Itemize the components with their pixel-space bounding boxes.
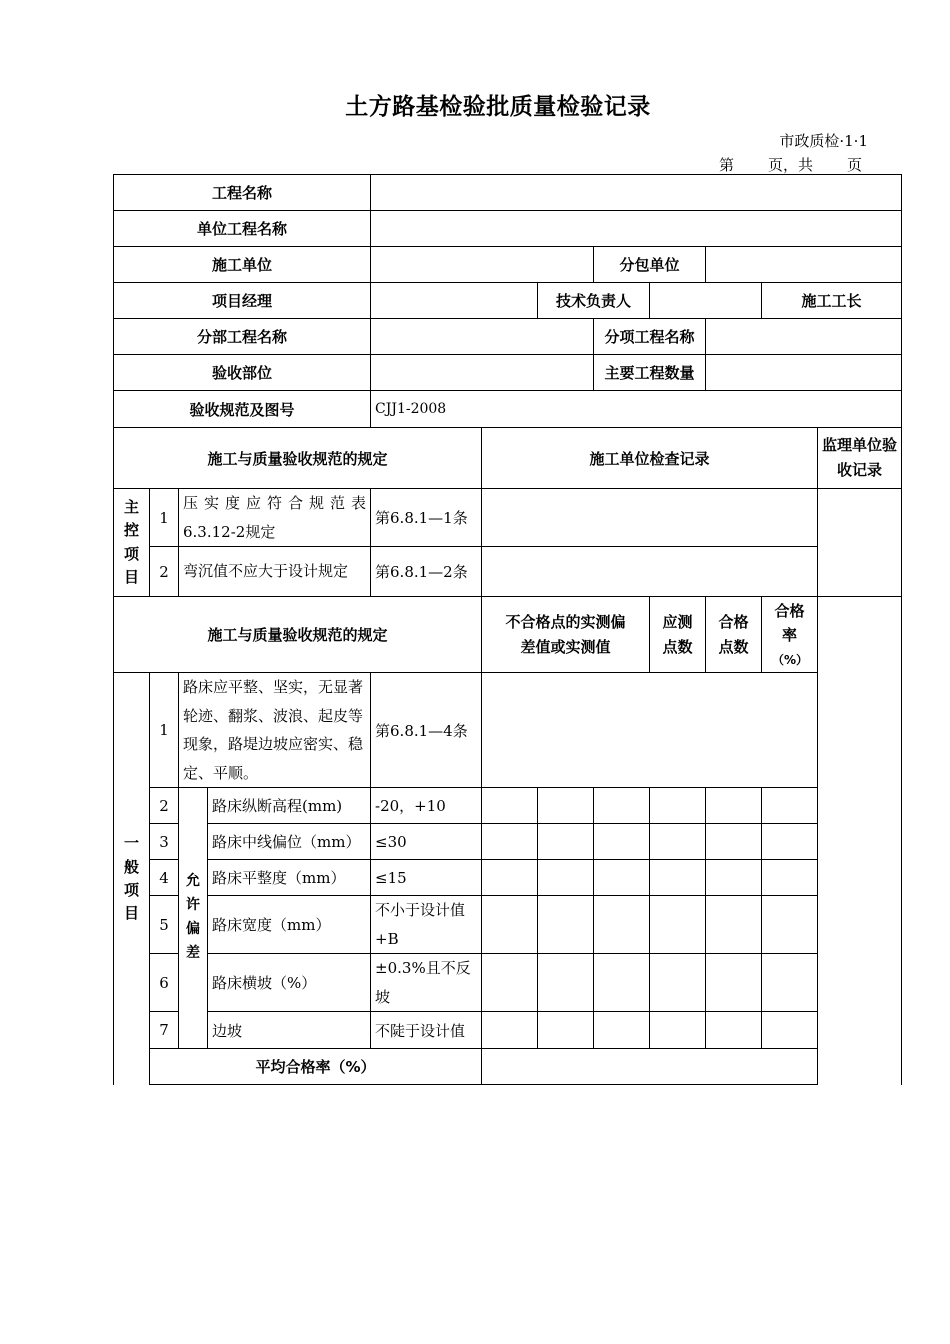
general-item-4-name: 路床平整度（mm） (208, 860, 371, 896)
unit-project-name-field[interactable] (371, 211, 902, 247)
main-item-2-clause: 第6.8.1—2条 (371, 547, 482, 597)
general-item-5-rate[interactable] (762, 896, 818, 954)
document-title: 土方路基检验批质量检验记录 (345, 94, 651, 120)
main-spec-header: 施工与质量验收规范的规定 (114, 428, 482, 489)
main-item-1-desc: 压实度应符合规范表6.3.12-2规定 (179, 489, 371, 547)
document-code: 市政质检·1·1 (779, 132, 868, 150)
general-item-3-value: ≤30 (371, 824, 482, 860)
construction-unit-label: 施工单位 (114, 247, 371, 283)
general-item-2-no: 2 (150, 788, 179, 824)
general-item-3-cell-2[interactable] (538, 824, 594, 860)
general-item-6-rate[interactable] (762, 954, 818, 1012)
general-item-1-record[interactable] (482, 673, 818, 788)
inspection-form (113, 174, 902, 1085)
deviation-header: 不合格点的实测偏差值或实测值 (482, 597, 650, 673)
project-manager-field[interactable] (371, 283, 538, 319)
general-item-7-should[interactable] (650, 1012, 706, 1049)
general-item-5-should[interactable] (650, 896, 706, 954)
project-name-label: 工程名称 (114, 175, 371, 211)
general-item-2-rate[interactable] (762, 788, 818, 824)
general-items-label: 一般项目 (114, 673, 150, 1085)
main-item-2-record[interactable] (482, 547, 818, 597)
allowed-deviation-label: 允许偏差 (179, 788, 208, 1049)
general-item-7-no: 7 (150, 1012, 179, 1049)
general-item-3-name: 路床中线偏位（mm） (208, 824, 371, 860)
pass-points-header: 合格点数 (706, 597, 762, 673)
main-item-1-no: 1 (150, 489, 179, 547)
general-item-1-clause: 第6.8.1—4条 (371, 673, 482, 788)
average-pass-rate-label: 平均合格率（%） (150, 1049, 482, 1085)
general-item-6-should[interactable] (650, 954, 706, 1012)
general-item-4-should[interactable] (650, 860, 706, 896)
subcontract-unit-field[interactable] (706, 247, 902, 283)
general-item-4-no: 4 (150, 860, 179, 896)
average-pass-rate-field[interactable] (482, 1049, 818, 1085)
general-item-2-should[interactable] (650, 788, 706, 824)
subcontract-unit-label: 分包单位 (594, 247, 706, 283)
general-item-3-pass[interactable] (706, 824, 762, 860)
inspection-part-label: 验收部位 (114, 355, 371, 391)
general-item-4-cell-2[interactable] (538, 860, 594, 896)
page-di: 第 (718, 156, 734, 174)
general-item-5-no: 5 (150, 896, 179, 954)
tech-lead-field[interactable] (650, 283, 762, 319)
subitem-name-label: 分项工程名称 (594, 319, 706, 355)
page-ye2: 页 (846, 156, 862, 174)
general-item-6-pass[interactable] (706, 954, 762, 1012)
general-spec-header: 施工与质量验收规范的规定 (114, 597, 482, 673)
general-item-5-name: 路床宽度（mm） (208, 896, 371, 954)
pass-rate-text: 合格率 (774, 601, 805, 644)
main-item-1-record[interactable] (482, 489, 818, 547)
spec-drawing-value[interactable]: CJJ1-2008 (371, 391, 902, 428)
general-item-1-desc: 路床应平整、坚实，无显著轮迹、翻浆、波浪、起皮等现象，路堤边坡应密实、稳定、平顺。 (179, 673, 371, 788)
general-item-4-cell-3[interactable] (594, 860, 650, 896)
general-item-3-cell-1[interactable] (482, 824, 538, 860)
general-item-4-rate[interactable] (762, 860, 818, 896)
main-items-label: 主控项目 (114, 489, 150, 597)
pass-rate-unit: （%） (772, 652, 809, 667)
general-item-7-pass[interactable] (706, 1012, 762, 1049)
general-item-2-name: 路床纵断高程(mm) (208, 788, 371, 824)
general-item-6-cell-3[interactable] (594, 954, 650, 1012)
general-item-7-rate[interactable] (762, 1012, 818, 1049)
division-name-label: 分部工程名称 (114, 319, 371, 355)
main-record-header: 施工单位检查记录 (482, 428, 818, 489)
main-supervisor-field[interactable] (818, 489, 902, 597)
main-item-1-clause: 第6.8.1—1条 (371, 489, 482, 547)
division-name-field[interactable] (371, 319, 594, 355)
general-item-4-pass[interactable] (706, 860, 762, 896)
general-item-7-cell-3[interactable] (594, 1012, 650, 1049)
general-item-3-no: 3 (150, 824, 179, 860)
general-item-2-cell-3[interactable] (594, 788, 650, 824)
main-item-2-no: 2 (150, 547, 179, 597)
general-item-4-value: ≤15 (371, 860, 482, 896)
general-item-6-cell-1[interactable] (482, 954, 538, 1012)
project-manager-label: 项目经理 (114, 283, 371, 319)
subitem-name-field[interactable] (706, 319, 902, 355)
pass-rate-header (762, 597, 818, 673)
general-item-7-cell-2[interactable] (538, 1012, 594, 1049)
general-item-2-cell-2[interactable] (538, 788, 594, 824)
general-item-7-name: 边坡 (208, 1012, 371, 1049)
general-item-6-no: 6 (150, 954, 179, 1012)
general-item-2-pass[interactable] (706, 788, 762, 824)
spec-drawing-label: 验收规范及图号 (114, 391, 371, 428)
general-item-1-no: 1 (150, 673, 179, 788)
inspection-part-field[interactable] (371, 355, 594, 391)
should-points-header: 应测点数 (650, 597, 706, 673)
general-item-3-cell-3[interactable] (594, 824, 650, 860)
tech-lead-label: 技术负责人 (538, 283, 650, 319)
construction-unit-field[interactable] (371, 247, 594, 283)
site-foreman-label: 施工工长 (762, 283, 902, 319)
general-item-3-should[interactable] (650, 824, 706, 860)
general-item-7-cell-1[interactable] (482, 1012, 538, 1049)
general-item-4-cell-1[interactable] (482, 860, 538, 896)
general-supervisor-field[interactable] (818, 597, 902, 1085)
main-item-2-desc: 弯沉值不应大于设计规定 (179, 547, 371, 597)
general-item-2-cell-1[interactable] (482, 788, 538, 824)
supervisor-header: 监理单位验收记录 (818, 428, 902, 489)
general-item-6-value: ±0.3%且不反坡 (371, 954, 482, 1012)
unit-project-name-label: 单位工程名称 (114, 211, 371, 247)
general-item-5-value: 不小于设计值+B (371, 896, 482, 954)
page-ye1: 页，共 (767, 156, 813, 174)
main-quantity-field[interactable] (706, 355, 902, 391)
general-item-5-cell-1[interactable] (482, 896, 538, 954)
general-item-3-rate[interactable] (762, 824, 818, 860)
general-item-5-pass[interactable] (706, 896, 762, 954)
general-item-5-cell-3[interactable] (594, 896, 650, 954)
general-item-7-value: 不陡于设计值 (371, 1012, 482, 1049)
general-item-6-cell-2[interactable] (538, 954, 594, 1012)
project-name-field[interactable] (371, 175, 902, 211)
general-item-6-name: 路床横坡（%） (208, 954, 371, 1012)
general-item-5-cell-2[interactable] (538, 896, 594, 954)
main-quantity-label: 主要工程数量 (594, 355, 706, 391)
page-number (719, 154, 862, 175)
general-item-2-value: -20，+10 (371, 788, 482, 824)
